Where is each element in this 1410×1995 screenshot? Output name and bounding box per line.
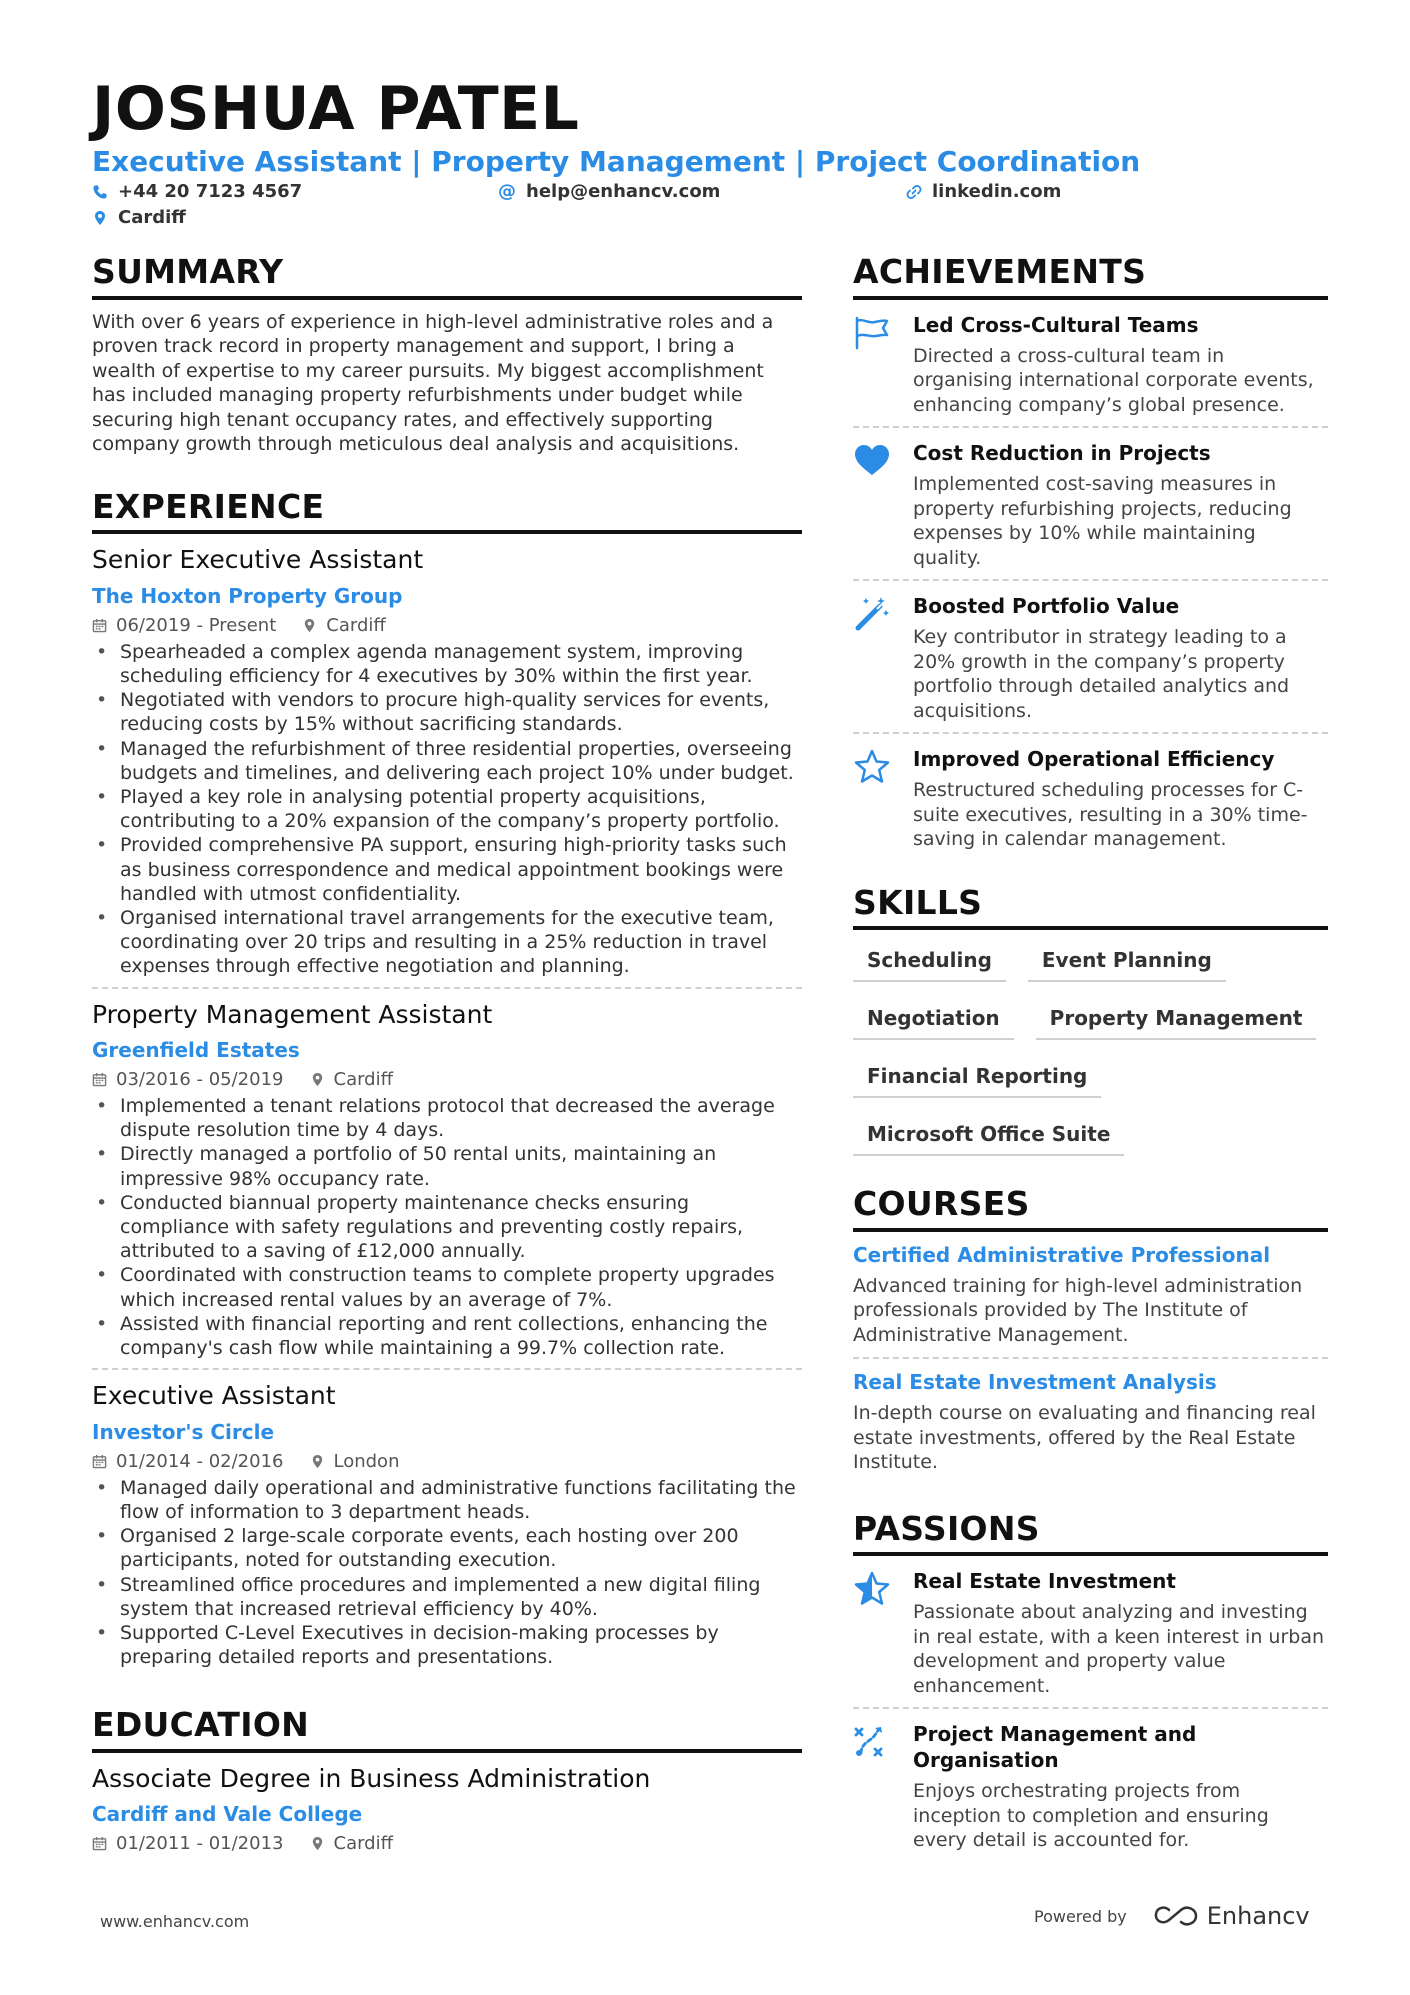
contact-email[interactable]	[498, 181, 720, 202]
education-meta	[92, 1833, 802, 1854]
star-half-icon	[853, 1570, 891, 1608]
list-item: • Organised 2 large-scale corporate events, each hosting over 200 participants, noted for outstanding execution.	[92, 1524, 802, 1572]
left-column	[92, 252, 802, 1862]
star-icon	[853, 748, 891, 786]
contact-phone	[92, 181, 302, 202]
course-desc: In-depth course on evaluating and financing real estate investments, offered by the Real Estate Institute.	[853, 1402, 1316, 1474]
achievement-item	[853, 300, 1328, 427]
course-title: Real Estate Investment Analysis	[853, 1370, 1217, 1395]
job-dates: 01/2014 - 02/2016	[116, 1450, 284, 1472]
flag-icon	[853, 314, 891, 352]
passion-desc: Passionate about analyzing and investing in real estate, with a keen interest in urban development and property value enhancement.	[913, 1601, 1325, 1697]
list-item: • Directly managed a portfolio of 50 rental units, maintaining an impressive 98% occupancy rate.	[92, 1142, 802, 1190]
footer-branding	[1034, 1902, 1310, 1930]
experience-entry	[92, 987, 802, 1369]
link-icon	[906, 184, 922, 200]
achievement-item	[853, 579, 1328, 732]
calendar-icon	[92, 1454, 107, 1469]
right-column	[853, 252, 1328, 1862]
calendar-icon	[92, 1836, 107, 1851]
course-title: Certified Administrative Professional	[853, 1242, 1271, 1267]
list-item: • Coordinated with construction teams to complete property upgrades which increased rental values by an average of 7%.	[92, 1263, 802, 1311]
courses-section	[853, 1184, 1328, 1485]
powered-by-text: Powered by	[1034, 1906, 1127, 1926]
list-item: • Conducted biannual property maintenance checks ensuring compliance with safety regulations and preventing costly repairs, attributed to a saving of £12,000 annually.	[92, 1191, 802, 1264]
achievement-title: Improved Operational Efficiency	[913, 747, 1275, 772]
achievements-section	[853, 252, 1328, 861]
course-item	[853, 1232, 1328, 1358]
calendar-icon	[92, 1072, 107, 1087]
passions-title: PASSIONS	[853, 1509, 1328, 1557]
job-bullets	[92, 640, 802, 979]
list-item: • Streamlined office procedures and implemented a new digital filing system that increased retrieval efficiency by 40%.	[92, 1573, 802, 1621]
list-item: • Supported C-Level Executives in decision-making processes by preparing detailed reports and presentations.	[92, 1621, 802, 1669]
contact-linkedin[interactable]	[906, 181, 1061, 202]
passion-desc: Enjoys orchestrating projects from inception to completion and ensuring every detail is accounted for.	[913, 1780, 1269, 1852]
summary-title: SUMMARY	[92, 252, 802, 300]
course-item	[853, 1357, 1328, 1485]
candidate-headline: Executive Assistant | Property Management | Project Coordination	[92, 145, 1141, 178]
job-dates: 03/2016 - 05/2019	[116, 1069, 284, 1091]
contact-linkedin-text[interactable]: linkedin.com	[932, 181, 1062, 202]
job-location: Cardiff	[326, 614, 386, 636]
job-title: Property Management Assistant	[92, 999, 493, 1029]
achievement-item	[853, 732, 1328, 861]
skills-list	[853, 944, 1328, 1156]
list-item: • Organised international travel arrangements for the executive team, coordinating over 20 trips and resulting in a 25% reduction in travel expenses through effective negotiation and planning.	[92, 906, 802, 979]
contact-location	[92, 207, 186, 228]
course-desc: Advanced training for high-level administration professionals provided by The Institute of Administrative Management.	[853, 1274, 1303, 1346]
skills-title: SKILLS	[853, 883, 1328, 931]
contact-email-text[interactable]: help@enhancv.com	[526, 181, 721, 202]
experience-section	[92, 487, 802, 1678]
courses-title: COURSES	[853, 1184, 1328, 1232]
location-pin-icon	[302, 618, 317, 633]
heart-icon	[853, 442, 891, 480]
company-name: The Hoxton Property Group	[92, 583, 403, 608]
list-item: • Negotiated with vendors to procure high-quality services for events, reducing costs by 15% without sacrificing standards.	[92, 688, 802, 736]
job-bullets	[92, 1476, 802, 1670]
passion-item	[853, 1556, 1328, 1707]
job-bullets	[92, 1094, 802, 1360]
education-title: EDUCATION	[92, 1705, 802, 1753]
skill-tag: Event Planning	[1028, 944, 1226, 982]
passions-section	[853, 1509, 1328, 1862]
passion-title: Project Management and Organisation	[913, 1722, 1197, 1773]
list-item: • Managed daily operational and administrative functions facilitating the flow of information to 3 department heads.	[92, 1476, 802, 1524]
location-pin-icon	[310, 1836, 325, 1851]
experience-entry	[92, 544, 802, 986]
job-meta	[92, 1069, 802, 1090]
degree-title: Associate Degree in Business Administration	[92, 1763, 651, 1793]
skill-tag: Financial Reporting	[853, 1060, 1101, 1098]
list-item: • Played a key role in analysing potential property acquisitions, contributing to a 20% expansion of the company’s property portfolio.	[92, 785, 802, 833]
calendar-icon	[92, 618, 107, 633]
achievement-title: Boosted Portfolio Value	[913, 594, 1180, 619]
achievement-desc: Implemented cost-saving measures in property refurbishing projects, reducing expenses by 10% while maintaining quality.	[913, 473, 1292, 569]
job-location: London	[333, 1450, 400, 1472]
summary-section	[92, 252, 802, 457]
footer-website[interactable]: www.enhancv.com	[100, 1912, 250, 1931]
location-pin-icon	[92, 210, 108, 226]
list-item: • Assisted with financial reporting and rent collections, enhancing the company's cash flow while maintaining a 99.7% collection rate.	[92, 1312, 802, 1360]
list-item: • Implemented a tenant relations protocol that decreased the average dispute resolution time by 4 days.	[92, 1094, 802, 1142]
experience-title: EXPERIENCE	[92, 487, 802, 535]
list-item: • Managed the refurbishment of three residential properties, overseeing budgets and timelines, and delivering each project 10% under budget.	[92, 737, 802, 785]
skill-tag: Microsoft Office Suite	[853, 1118, 1124, 1156]
location-pin-icon	[310, 1072, 325, 1087]
contact-location-text: Cardiff	[118, 207, 186, 228]
list-item: • Provided comprehensive PA support, ensuring high-priority tasks such as business correspondence and medical appointment bookings were handled with utmost confidentiality.	[92, 833, 802, 906]
achievement-desc: Restructured scheduling processes for C-suite executives, resulting in a 30% time-saving in calendar management.	[913, 779, 1308, 851]
company-name: Investor's Circle	[92, 1419, 275, 1444]
job-location: Cardiff	[333, 1069, 394, 1091]
enhancv-logo-icon	[1153, 1904, 1199, 1928]
company-name: Greenfield Estates	[92, 1038, 300, 1063]
achievement-title: Cost Reduction in Projects	[913, 441, 1211, 466]
skill-tag: Scheduling	[853, 944, 1006, 982]
job-dates: 06/2019 - Present	[116, 614, 277, 636]
skill-tag: Property Management	[1036, 1002, 1317, 1040]
brand-logo[interactable]	[1153, 1902, 1310, 1930]
strategy-icon	[853, 1723, 891, 1761]
achievement-item	[853, 426, 1328, 579]
list-item: • Spearheaded a complex agenda management system, improving scheduling efficiency for 4 executives by 30% within the first year.	[92, 640, 802, 688]
achievements-title: ACHIEVEMENTS	[853, 252, 1328, 300]
magic-wand-icon	[853, 595, 891, 633]
education-section	[92, 1705, 802, 1862]
achievement-desc: Directed a cross-cultural team in organising international corporate events, enhancing company’s global presence.	[913, 344, 1314, 416]
education-entry	[92, 1763, 802, 1863]
candidate-name: JOSHUA PATEL	[92, 74, 580, 144]
at-icon: @	[498, 181, 516, 202]
passion-item	[853, 1707, 1328, 1862]
achievement-title: Led Cross-Cultural Teams	[913, 312, 1199, 337]
experience-entry	[92, 1368, 802, 1677]
job-meta	[92, 615, 802, 636]
job-title: Executive Assistant	[92, 1381, 336, 1411]
contact-phone-text: +44 20 7123 4567	[118, 181, 303, 202]
location-pin-icon	[310, 1454, 325, 1469]
school-name: Cardiff and Vale College	[92, 1802, 363, 1827]
education-location: Cardiff	[333, 1833, 394, 1855]
phone-icon	[92, 184, 108, 200]
skills-section	[853, 883, 1328, 1157]
job-meta	[92, 1451, 802, 1472]
education-dates: 01/2011 - 01/2013	[116, 1833, 284, 1855]
passion-title: Real Estate Investment	[913, 1569, 1176, 1594]
brand-name: Enhancv	[1206, 1902, 1310, 1930]
summary-text: With over 6 years of experience in high-level administrative roles and a proven track record in property management and support, I bring a wealth of expertise to my career pursuits. My biggest accomplishment has included managing property refurbishments under budget while securing high tenant occupancy rates, and effectively supporting company growth through meticulous deal analysis and acquisitions.	[92, 310, 774, 456]
achievement-desc: Key contributor in strategy leading to a 20% growth in the company’s property portfolio through detailed analytics and acquisitions.	[913, 626, 1290, 722]
skill-tag: Negotiation	[853, 1002, 1014, 1040]
job-title: Senior Executive Assistant	[92, 545, 424, 575]
